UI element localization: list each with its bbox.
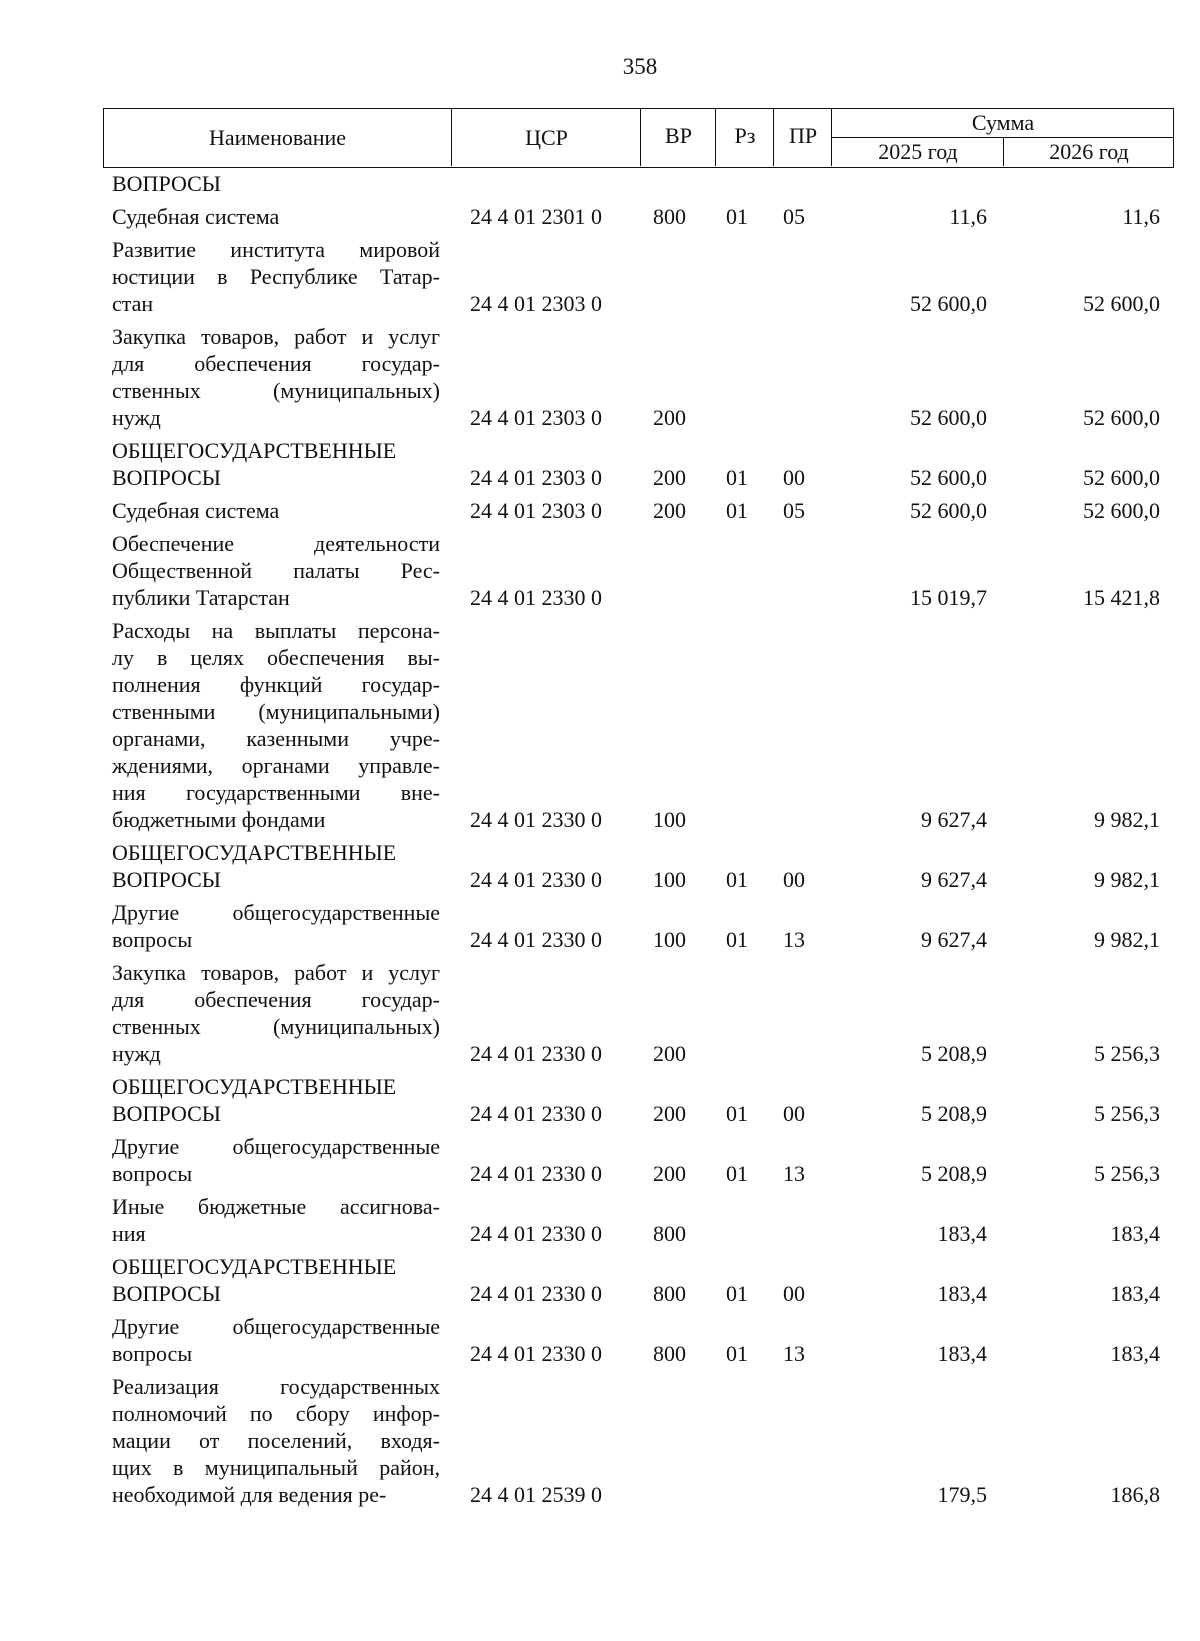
row-pr: 00 [783,867,805,892]
header-name: Наименование [208,124,347,150]
row-sum-2025: 183,4 [937,1341,987,1366]
row-name-line: Другие общегосударственные [112,1314,440,1339]
header-csr: ЦСР [525,124,568,150]
row-sum-2025: 183,4 [937,1281,987,1306]
row-sum-2026: 183,4 [1110,1221,1160,1246]
row-vr: 800 [653,1221,686,1246]
row-csr: 24 4 01 2303 0 [470,291,602,316]
row-name-line: Закупка товаров, работ и услуг [112,324,440,349]
row-name-line: ВОПРОСЫ [112,1101,221,1126]
row-rz: 01 [726,1341,748,1366]
row-sum-2025: 52 600,0 [910,498,987,523]
row-vr: 100 [653,867,686,892]
table-row [0,236,1200,317]
row-rz: 01 [726,1281,748,1306]
row-name-line: Судебная система [112,204,280,229]
row-name-line: ВОПРОСЫ [112,465,221,490]
table-row [0,437,1200,491]
row-name [112,236,440,317]
row-csr: 24 4 01 2330 0 [470,1221,602,1246]
row-name-line: публики Татарстан [112,585,290,610]
row-name-line: Закупка товаров, работ и услуг [112,960,440,985]
row-name-line: ВОПРОСЫ [112,867,221,892]
row-name [112,1373,440,1508]
row-pr: 13 [783,1161,805,1186]
row-csr: 24 4 01 2303 0 [470,465,602,490]
row-name-line: Другие общегосударственные [112,1134,440,1159]
header-year-2026: 2026 год [1049,139,1129,164]
table-row [0,497,1200,524]
row-name-line: ния [112,1221,146,1246]
row-rz: 01 [726,204,748,229]
row-vr: 200 [653,1161,686,1186]
row-sum-2026: 186,8 [1110,1482,1160,1507]
header-rz: Рз [734,123,756,148]
row-name-line: ственными (муниципальными) [112,699,440,724]
row-sum-2026: 5 256,3 [1094,1101,1160,1126]
row-vr: 800 [653,204,686,229]
row-vr: 200 [653,405,686,430]
row-csr: 24 4 01 2301 0 [470,204,602,229]
row-name-line: юстиции в Республике Татар- [112,264,440,289]
row-sum-2026: 11,6 [1122,204,1160,229]
table-row [0,1253,1200,1307]
row-sum-2025: 5 208,9 [921,1161,987,1186]
row-vr: 100 [653,807,686,832]
row-name [112,1193,440,1247]
row-rz: 01 [726,927,748,952]
row-sum-2026: 52 600,0 [1083,405,1160,430]
table-row [0,839,1200,893]
row-name-line: ния государственными вне- [112,780,440,805]
row-name [112,1073,440,1127]
row-name-line: Обеспечение деятельности [112,531,440,556]
row-name-line: нужд [112,1041,161,1066]
row-name-line: полномочий по сбору инфор- [112,1401,440,1426]
row-csr: 24 4 01 2330 0 [470,867,602,892]
row-name-line: для обеспечения государ- [112,987,440,1012]
row-vr: 800 [653,1281,686,1306]
row-sum-2025: 183,4 [937,1221,987,1246]
row-name [112,530,440,611]
row-csr: 24 4 01 2303 0 [470,498,602,523]
row-name-line: щих в муниципальный район, [112,1455,440,1480]
row-rz: 01 [726,867,748,892]
row-vr: 200 [653,1041,686,1066]
row-pr: 13 [783,1341,805,1366]
row-vr: 200 [653,465,686,490]
row-rz: 01 [726,465,748,490]
row-name-line: ОБЩЕГОСУДАРСТВЕННЫЕ [112,1074,397,1099]
row-name-line: мации от поселений, входя- [112,1428,440,1453]
row-sum-2026: 52 600,0 [1083,498,1160,523]
row-name-line: органами, казенными учре- [112,726,440,751]
row-vr: 800 [653,1341,686,1366]
row-sum-2025: 179,5 [937,1482,987,1507]
row-rz: 01 [726,1101,748,1126]
table-row [0,1133,1200,1187]
row-name-line: ственных (муниципальных) [112,378,440,403]
row-csr: 24 4 01 2330 0 [470,1101,602,1126]
row-name-line: необходимой для ведения ре- [112,1482,387,1507]
row-sum-2025: 9 627,4 [921,807,987,832]
row-csr: 24 4 01 2330 0 [470,927,602,952]
row-name-line: ОБЩЕГОСУДАРСТВЕННЫЕ [112,840,397,865]
row-pr: 05 [783,498,805,523]
table-row [0,170,1200,197]
row-csr: 24 4 01 2330 0 [470,1041,602,1066]
table-row [0,1073,1200,1127]
row-name [112,170,440,197]
row-name-line: Общественной палаты Рес- [112,558,440,583]
row-sum-2026: 9 982,1 [1094,807,1160,832]
row-name [112,497,440,524]
row-csr: 24 4 01 2330 0 [470,585,602,610]
header-year-2025: 2025 год [878,139,958,164]
row-name-line: Расходы на выплаты персона- [112,618,440,643]
row-pr: 05 [783,204,805,229]
row-name-line: вопросы [112,1341,193,1366]
row-sum-2025: 9 627,4 [921,927,987,952]
row-name-line: Судебная система [112,498,280,523]
row-name-line: стан [112,291,154,316]
row-rz: 01 [726,498,748,523]
page-number: 358 [622,54,658,79]
row-name [112,1313,440,1367]
row-name-line: вопросы [112,927,193,952]
row-sum-2025: 9 627,4 [921,867,987,892]
row-vr: 200 [653,498,686,523]
row-sum-2025: 15 019,7 [910,585,987,610]
row-csr: 24 4 01 2539 0 [470,1482,602,1507]
row-vr: 100 [653,927,686,952]
row-name [112,1253,440,1307]
row-csr: 24 4 01 2303 0 [470,405,602,430]
row-name-line: ОБЩЕГОСУДАРСТВЕННЫЕ [112,438,397,463]
row-name [112,959,440,1067]
row-name-line: для обеспечения государ- [112,351,440,376]
row-sum-2025: 5 208,9 [921,1041,987,1066]
table-row [0,1373,1200,1508]
row-name-line: лу в целях обеспечения вы- [112,645,440,670]
row-sum-2026: 5 256,3 [1094,1041,1160,1066]
row-sum-2026: 183,4 [1110,1281,1160,1306]
row-name [112,437,440,491]
row-name-line: Развитие института мировой [112,237,440,262]
row-csr: 24 4 01 2330 0 [470,1161,602,1186]
row-sum-2026: 15 421,8 [1083,585,1160,610]
row-csr: 24 4 01 2330 0 [470,1281,602,1306]
row-csr: 24 4 01 2330 0 [470,1341,602,1366]
table-row [0,203,1200,230]
row-pr: 13 [783,927,805,952]
header-pr: ПР [788,123,818,148]
row-pr: 00 [783,1281,805,1306]
row-name-line: нужд [112,405,161,430]
row-name-line: ждениями, органами управле- [112,753,440,778]
row-name [112,617,440,833]
table-row [0,1313,1200,1367]
row-sum-2025: 52 600,0 [910,291,987,316]
row-sum-2026: 52 600,0 [1083,291,1160,316]
table-header [103,108,1174,168]
row-rz: 01 [726,1161,748,1186]
table-row [0,617,1200,833]
header-vr: ВР [665,123,692,148]
table-row [0,323,1200,431]
row-sum-2026: 9 982,1 [1094,867,1160,892]
row-name-line: Реализация государственных [112,1374,440,1399]
row-name [112,1133,440,1187]
table-row [0,959,1200,1067]
row-name [112,323,440,431]
table-row [0,1193,1200,1247]
row-sum-2026: 9 982,1 [1094,927,1160,952]
row-name-line: Другие общегосударственные [112,900,440,925]
table-row [0,899,1200,953]
row-sum-2025: 52 600,0 [910,465,987,490]
row-sum-2026: 52 600,0 [1083,465,1160,490]
row-sum-2025: 52 600,0 [910,405,987,430]
row-csr: 24 4 01 2330 0 [470,807,602,832]
row-name-line: вопросы [112,1161,193,1186]
row-name-line: ственных (муниципальных) [112,1014,440,1039]
row-vr: 200 [653,1101,686,1126]
row-name [112,203,440,230]
row-name-line: Иные бюджетные ассигнова- [112,1194,440,1219]
row-pr: 00 [783,1101,805,1126]
table-row [0,530,1200,611]
row-sum-2026: 5 256,3 [1094,1161,1160,1186]
table-body [0,170,1200,1514]
row-name-line: ОБЩЕГОСУДАРСТВЕННЫЕ [112,1254,397,1279]
row-sum-2025: 5 208,9 [921,1101,987,1126]
row-pr: 00 [783,465,805,490]
row-name-line: ВОПРОСЫ [112,171,221,196]
row-sum-2026: 183,4 [1110,1341,1160,1366]
row-name-line: ВОПРОСЫ [112,1281,221,1306]
header-sum: Сумма [971,110,1035,135]
row-sum-2025: 11,6 [949,204,987,229]
row-name-line: полнения функций государ- [112,672,440,697]
row-name-line: бюджетными фондами [112,807,326,832]
row-name [112,839,440,893]
row-name [112,899,440,953]
